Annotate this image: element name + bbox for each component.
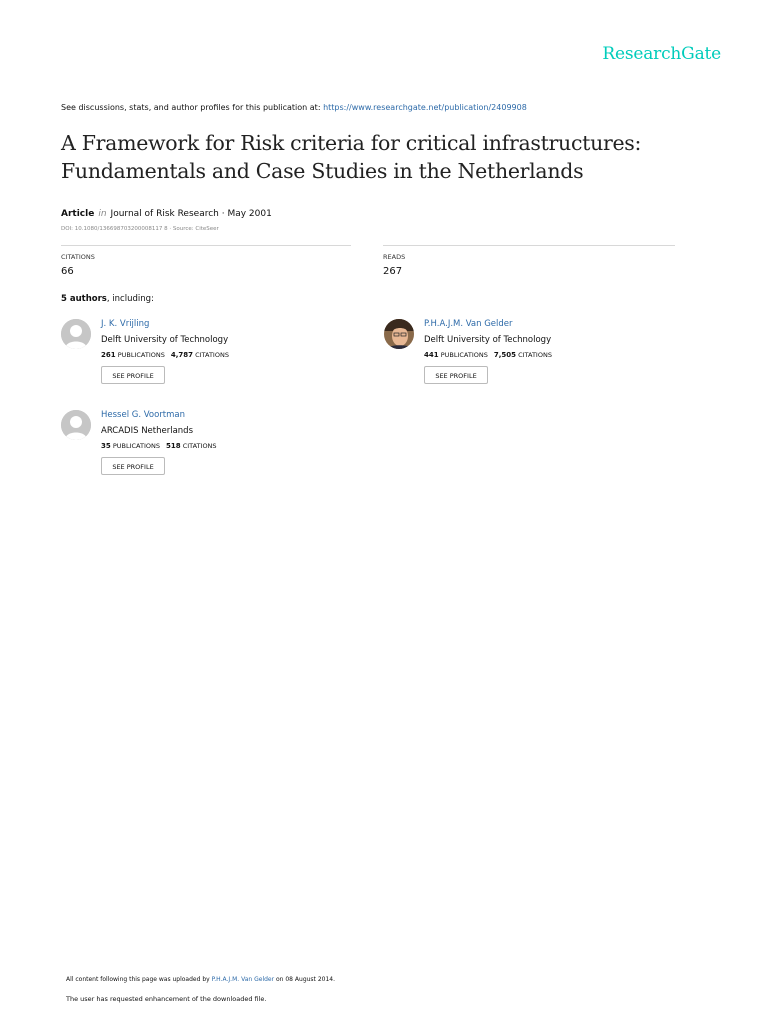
publication-url-link[interactable]: https://www.researchgate.net/publication/2409908 (323, 103, 527, 112)
authors-heading (61, 294, 154, 304)
author-name-link[interactable]: P.H.A.J.M. Van Gelder (424, 319, 513, 329)
publications-label: PUBLICATIONS (112, 442, 160, 450)
profile-discussion-notice (61, 103, 527, 112)
citations-count: 7,505 (493, 351, 517, 359)
citations-value: 66 (61, 266, 74, 277)
author-stats (101, 442, 217, 450)
citations-label: CITATIONS (61, 253, 95, 261)
reads-divider (383, 245, 675, 246)
default-avatar-icon[interactable] (61, 319, 91, 349)
reads-value: 267 (383, 266, 403, 277)
upload-suffix: on 08 August 2014. (274, 976, 335, 983)
title-line-2: Fundamentals and Case Studies in the Netherlands (61, 159, 584, 183)
publications-label: PUBLICATIONS (117, 351, 165, 359)
author-institution: Delft University of Technology (101, 335, 229, 345)
notice-prefix: See discussions, stats, and author profiles for this publication at: (61, 103, 324, 112)
citations-divider (61, 245, 351, 246)
author-institution: Delft University of Technology (424, 335, 552, 345)
doi-source: DOI: 10.1080/136698703200008117 8 · Source: CiteSeer (61, 226, 219, 232)
default-avatar-icon[interactable] (61, 410, 91, 440)
author-stats (101, 351, 229, 359)
publication-type: Article (61, 209, 95, 219)
authors-suffix: , including: (106, 294, 154, 304)
publication-meta (61, 209, 272, 219)
author-name-link[interactable]: Hessel G. Voortman (101, 410, 186, 420)
photo-avatar[interactable] (384, 319, 414, 349)
see-profile-button[interactable]: SEE PROFILE (424, 366, 488, 384)
journal-date: Journal of Risk Research · May 2001 (110, 209, 272, 219)
author-name-link[interactable]: J. K. Vrijling (101, 319, 150, 329)
authors-count: 5 authors (61, 294, 107, 304)
author-institution: ARCADIS Netherlands (101, 426, 194, 436)
title-line-1: A Framework for Risk criteria for critical infrastructures: (61, 131, 642, 155)
citations-label: CITATIONS (195, 351, 229, 359)
publications-count: 261 (101, 351, 116, 359)
uploader-link[interactable]: P.H.A.J.M. Van Gelder (211, 976, 275, 983)
author-card (61, 319, 361, 394)
reads-label: READS (383, 253, 406, 261)
upload-notice (66, 976, 335, 983)
publications-label: PUBLICATIONS (440, 351, 488, 359)
publications-count: 441 (424, 351, 439, 359)
author-card (61, 410, 361, 485)
upload-prefix: All content following this page was uploaded by (66, 976, 212, 983)
author-stats (424, 351, 552, 359)
citations-count: 4,787 (170, 351, 194, 359)
see-profile-button[interactable]: SEE PROFILE (101, 457, 165, 475)
publications-count: 35 (101, 442, 111, 450)
see-profile-button[interactable]: SEE PROFILE (101, 366, 165, 384)
citations-label: CITATIONS (518, 351, 552, 359)
researchgate-logo[interactable]: ResearchGate (602, 44, 721, 64)
citations-count: 518 (165, 442, 181, 450)
in-word: in (98, 209, 107, 219)
citations-label: CITATIONS (182, 442, 217, 450)
publication-title (61, 129, 721, 185)
enhancement-note: The user has requested enhancement of the downloaded file. (66, 995, 267, 1003)
author-card (384, 319, 684, 394)
